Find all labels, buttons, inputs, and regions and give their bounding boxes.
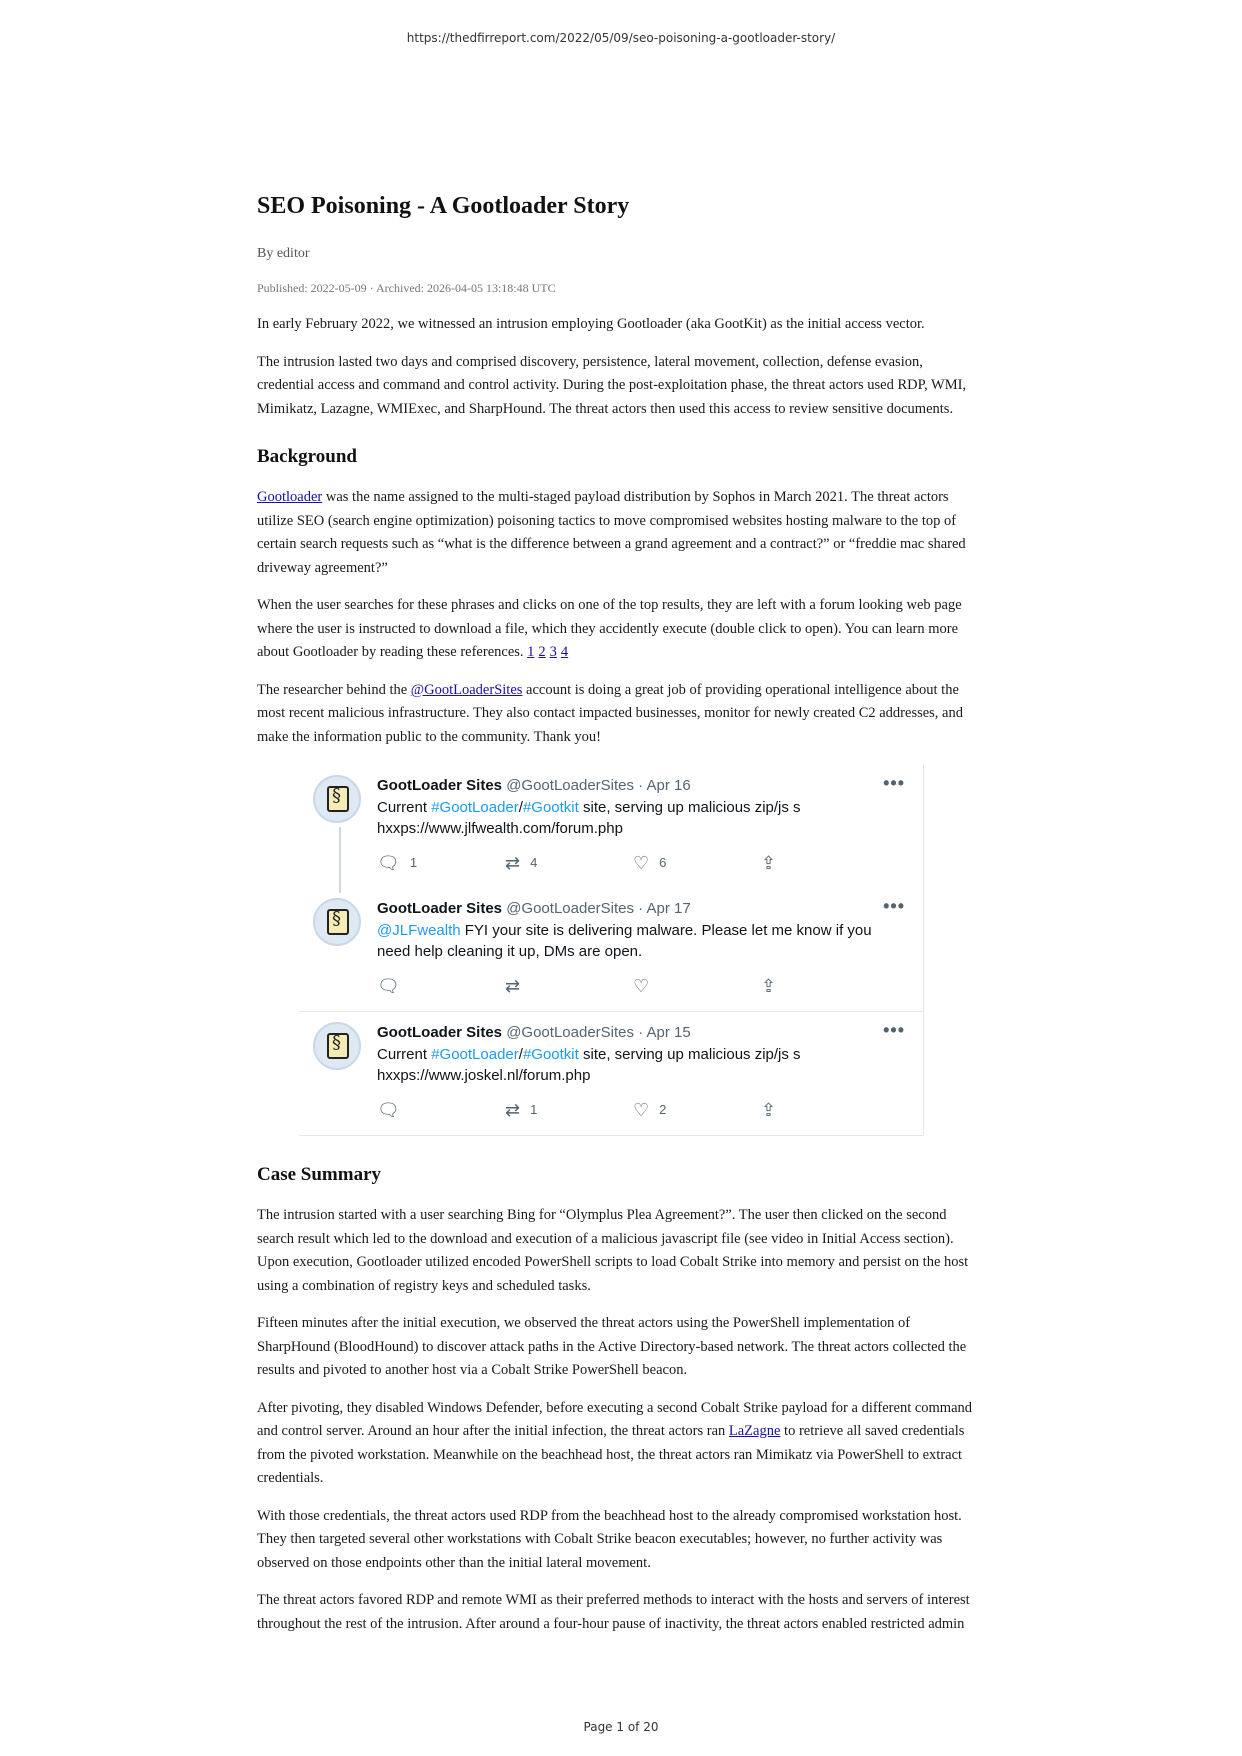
avatar bbox=[313, 898, 361, 946]
tweet-text-slash: / bbox=[518, 1046, 523, 1063]
tweet-text-a: Current bbox=[377, 1046, 432, 1063]
tweet-actions bbox=[377, 853, 857, 875]
share-icon: ⇪ bbox=[761, 976, 777, 996]
reference-link-4[interactable]: 4 bbox=[560, 644, 569, 660]
tweet-header bbox=[377, 775, 691, 797]
background-paragraph-2-text: When the user searches for these phrases and clicks on one of the top results, they are left with a forum looking web page where the user is instructed to download a file, which they accidently execute (double click to open). You can learn more about Gootloader by reading these references. bbox=[257, 597, 962, 660]
document-icon bbox=[327, 909, 349, 935]
background-paragraph-2 bbox=[257, 594, 983, 665]
page-url: https://thedfirreport.com/2022/05/09/seo-poisoning-a-gootloader-story/ bbox=[406, 31, 836, 45]
like-count: 2 bbox=[659, 1102, 667, 1117]
document-icon bbox=[327, 786, 349, 812]
tweet-thread-image bbox=[299, 765, 924, 1136]
tweet-text-url: hxxps://www.joskel.nl/forum.php bbox=[377, 1067, 591, 1084]
publish-meta: Published: 2022-05-09 · Archived: 2026-04-05 13:18:48 UTC bbox=[257, 281, 556, 295]
case-summary-paragraph-3-text-b: to retrieve all saved credentials from the pivoted workstation. Meanwhile on the beachhead host, the threat actors ran Mimikatz via PowerShell to extract credentials. bbox=[257, 1423, 965, 1486]
hashtag: #Gootkit bbox=[522, 1046, 579, 1063]
retweet-count: 4 bbox=[530, 855, 538, 870]
case-summary-paragraph-3 bbox=[257, 1397, 983, 1491]
background-heading: Background bbox=[257, 446, 357, 467]
share-action bbox=[761, 853, 786, 874]
case-summary-paragraph-2: Fifteen minutes after the initial execution, we observed the threat actors using the PowerShell implementation of SharpHound (BloodHound) to discover attack paths in the Active Directory-based network. The threat actors collected the results and pivoted to another host via a Cobalt Strike PowerShell beacon. bbox=[257, 1315, 967, 1378]
heart-icon: ♡ bbox=[633, 853, 650, 873]
heart-icon: ♡ bbox=[633, 1100, 650, 1120]
more-icon: ••• bbox=[883, 1020, 905, 1040]
gootloadersites-link[interactable]: @GootLoaderSites bbox=[410, 681, 523, 698]
intro-paragraph-1: In early February 2022, we witnessed an intrusion employing Gootloader (aka GootKit) as the initial access vector. bbox=[257, 316, 925, 332]
tweet-author: GootLoader Sites bbox=[377, 777, 503, 794]
document-icon bbox=[327, 1033, 349, 1059]
tweet-header bbox=[377, 1022, 691, 1044]
retweet-action bbox=[505, 976, 530, 997]
like-count: 6 bbox=[659, 855, 667, 870]
avatar bbox=[313, 1022, 361, 1070]
tweet-text bbox=[377, 1044, 897, 1086]
tweet bbox=[299, 1011, 923, 1135]
like-action bbox=[633, 1100, 666, 1121]
tweet bbox=[299, 888, 923, 1011]
tweet-actions bbox=[377, 976, 857, 998]
tweet-text-b: FYI your site is delivering malware. Please let me know if you need help cleaning it up, DMs are open. bbox=[377, 922, 872, 960]
mention: @JLFwealth bbox=[377, 922, 461, 939]
hashtag: #Gootkit bbox=[522, 799, 579, 816]
reply-action bbox=[377, 1100, 410, 1121]
tweet-author: GootLoader Sites bbox=[377, 900, 503, 917]
article bbox=[257, 188, 983, 1650]
case-summary-paragraph-1: The intrusion started with a user searching Bing for “Olymplus Plea Agreement?”. The user then clicked on the second search result which led to the download and execution of a malicious javascript file (see video in Initial Access section). Upon execution, Gootloader utilized encoded PowerShell scripts to load Cobalt Strike into memory and persist on the host using a combination of registry keys and scheduled tasks. bbox=[257, 1207, 969, 1294]
background-paragraph-3-text-a: The researcher behind the bbox=[257, 681, 411, 698]
tweet-text-b: site, serving up malicious zip/js s bbox=[578, 1046, 801, 1063]
retweet-icon: ⇄ bbox=[505, 853, 521, 873]
tweet bbox=[299, 765, 923, 888]
reply-icon: 🗨︎ bbox=[377, 853, 400, 873]
hashtag: #GootLoader bbox=[431, 799, 519, 816]
share-icon: ⇪ bbox=[761, 853, 777, 873]
tweet-handle-date: @GootLoaderSites · Apr 17 bbox=[502, 900, 691, 917]
tweet-text-url: hxxps://www.jlfwealth.com/forum.php bbox=[377, 820, 623, 837]
avatar bbox=[313, 775, 361, 823]
retweet-action bbox=[505, 1100, 537, 1121]
retweet-icon: ⇄ bbox=[505, 1100, 521, 1120]
reply-icon: 🗨︎ bbox=[377, 1100, 400, 1120]
lazagne-link[interactable]: LaZagne bbox=[728, 1423, 781, 1439]
background-paragraph-1-text: was the name assigned to the multi-staged payload distribution by Sophos in March 2021. The threat actors utilize SEO (search engine optimization) poisoning tactics to move compromised websites hosting malware to the top of certain search requests such as “what is the difference between a grand agreement and a contract?” or “freddie mac shared driveway agreement?” bbox=[257, 489, 966, 576]
reply-count: 1 bbox=[409, 855, 418, 870]
share-icon: ⇪ bbox=[761, 1100, 777, 1120]
hashtag: #GootLoader bbox=[431, 1046, 519, 1063]
background-paragraph-3-text-b: account is doing a great job of providing operational intelligence about the most recent malicious infrastructure. They also contact impacted businesses, monitor for newly created C2 addresses, and make the information public to the community. Thank you! bbox=[257, 681, 963, 745]
more-icon: ••• bbox=[883, 896, 905, 916]
gootloader-link[interactable]: Gootloader bbox=[257, 489, 323, 505]
tweet-text-a: Current bbox=[377, 799, 432, 816]
retweet-count: 1 bbox=[530, 1102, 538, 1117]
more-icon: ••• bbox=[883, 773, 905, 793]
reference-link-1[interactable]: 1 bbox=[527, 644, 535, 660]
reference-link-3[interactable]: 3 bbox=[549, 644, 557, 660]
tweet-text-slash: / bbox=[518, 799, 523, 816]
case-summary-heading: Case Summary bbox=[257, 1164, 382, 1185]
tweet-author: GootLoader Sites bbox=[377, 1024, 503, 1041]
tweet-text-b: site, serving up malicious zip/js s bbox=[578, 799, 801, 816]
page-number: Page 1 of 20 bbox=[583, 1720, 659, 1734]
reference-link-2[interactable]: 2 bbox=[538, 644, 546, 660]
background-paragraph-3 bbox=[257, 679, 983, 750]
like-action bbox=[633, 853, 666, 874]
tweet-handle-date: @GootLoaderSites · Apr 15 bbox=[502, 1024, 691, 1041]
intro-paragraph-2: The intrusion lasted two days and comprised discovery, persistence, lateral movement, collection, defense evasion, credential access and command and control activity. During the post-exploitation phase, the threat actors used RDP, WMI, Mimikatz, Lazagne, WMIExec, and SharpHound. The threat actors then used this access to review sensitive documents. bbox=[257, 353, 967, 417]
reply-action bbox=[377, 853, 417, 874]
reply-action bbox=[377, 976, 410, 997]
tweet-header bbox=[377, 898, 691, 920]
thread-connector bbox=[339, 827, 341, 893]
case-summary-paragraph-3-text-a: After pivoting, they disabled Windows Defender, before executing a second Cobalt Strike payload for a different command and control server. Around an hour after the initial infection, the threat actors ran bbox=[257, 1399, 973, 1439]
share-action bbox=[761, 1100, 786, 1121]
tweet-handle-date: @GootLoaderSites · Apr 16 bbox=[502, 777, 691, 794]
tweet-text bbox=[377, 797, 897, 839]
byline: By editor bbox=[257, 246, 310, 261]
reply-icon: 🗨︎ bbox=[377, 976, 400, 996]
retweet-action bbox=[505, 853, 537, 874]
case-summary-paragraph-5: The threat actors favored RDP and remote WMI as their preferred methods to interact with the hosts and servers of interest throughout the rest of the intrusion. After around a four-hour pause of inactivity, the threat actors enabled restricted admin bbox=[257, 1592, 970, 1632]
retweet-icon: ⇄ bbox=[505, 976, 521, 996]
background-paragraph-1 bbox=[257, 486, 983, 580]
heart-icon: ♡ bbox=[633, 976, 650, 996]
tweet-actions bbox=[377, 1100, 857, 1122]
share-action bbox=[761, 976, 786, 997]
article-title: SEO Poisoning - A Gootloader Story bbox=[257, 193, 630, 219]
like-action bbox=[633, 976, 659, 997]
tweet-text bbox=[377, 920, 897, 962]
case-summary-paragraph-4: With those credentials, the threat actors used RDP from the beachhead host to the already compromised workstation host. They then targeted several other workstations with Cobalt Strike beacon executables; however, no further activity was observed on those endpoints other than the initial lateral movement. bbox=[257, 1507, 962, 1571]
